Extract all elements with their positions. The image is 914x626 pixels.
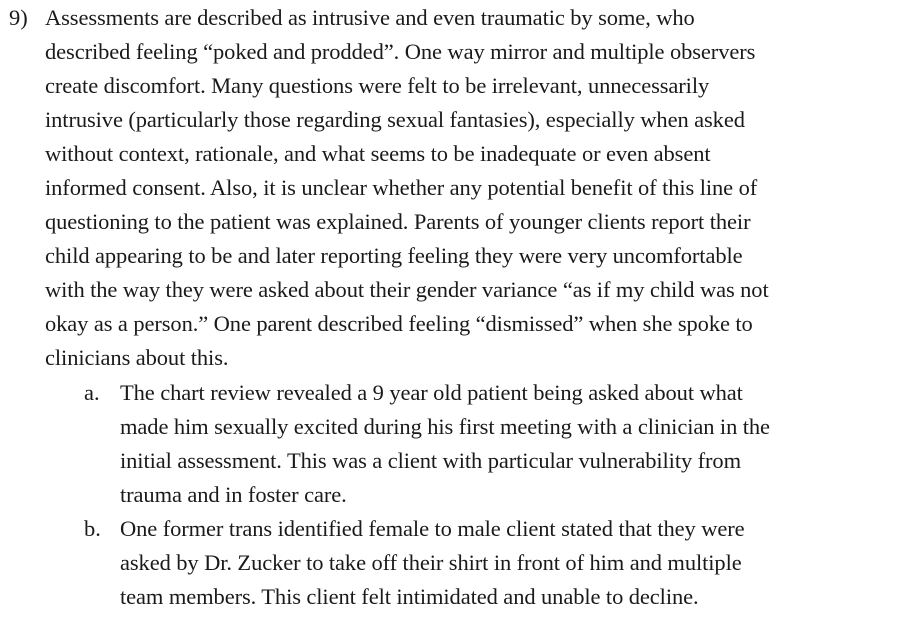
- item-line: without context, rationale, and what seems to be inadequate or even absent: [45, 141, 711, 166]
- subitem-marker: a.: [84, 380, 100, 405]
- item-line: informed consent. Also, it is unclear whether any potential benefit of this line of: [45, 175, 758, 200]
- subitem-line: team members. This client felt intimidated and unable to decline.: [120, 584, 699, 609]
- item-line: questioning to the patient was explained. Parents of younger clients report their: [45, 209, 751, 234]
- item-line: okay as a person.” One parent described feeling “dismissed” when she spoke to: [45, 311, 753, 336]
- subitem-line: initial assessment. This was a client with particular vulnerability from: [120, 448, 741, 473]
- item-line: create discomfort. Many questions were felt to be irrelevant, unnecessarily: [45, 73, 710, 98]
- item-line: clinicians about this.: [45, 345, 229, 370]
- subitem-line: trauma and in foster care.: [120, 482, 347, 507]
- item-line: described feeling “poked and prodded”. One way mirror and multiple observers: [45, 39, 756, 64]
- item-line: with the way they were asked about their gender variance “as if my child was not: [45, 277, 769, 302]
- subitem-line: asked by Dr. Zucker to take off their shirt in front of him and multiple: [120, 550, 742, 575]
- item-line: intrusive (particularly those regarding sexual fantasies), especially when asked: [45, 107, 745, 132]
- item-number: 9): [9, 5, 28, 30]
- item-line: Assessments are described as intrusive and even traumatic by some, who: [45, 5, 695, 30]
- item-line: child appearing to be and later reporting feeling they were very uncomfortable: [45, 243, 743, 268]
- subitem-line: made him sexually excited during his first meeting with a clinician in the: [120, 414, 770, 439]
- subitem-line: One former trans identified female to male client stated that they were: [120, 516, 745, 541]
- subitem-line: The chart review revealed a 9 year old patient being asked about what: [120, 380, 743, 405]
- subitem-marker: b.: [84, 516, 101, 541]
